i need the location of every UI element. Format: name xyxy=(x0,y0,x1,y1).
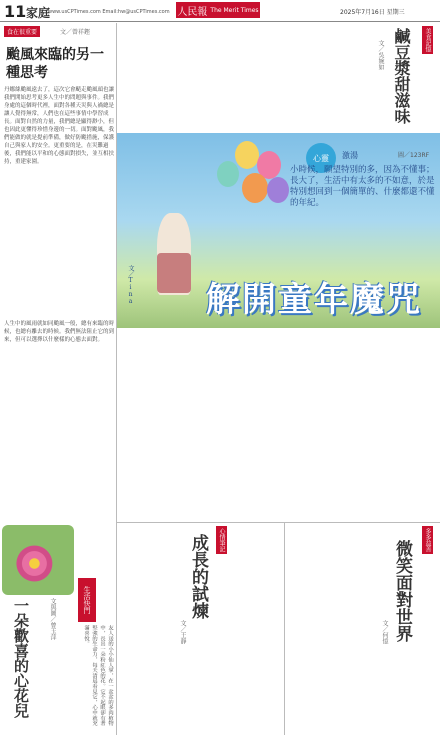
smile-world-title: 微笑面對世界 xyxy=(392,540,412,642)
growth-trial-byline: 文／王靜 xyxy=(179,620,186,644)
website-info: www.usCPTimes.com Email:hw@usCPTimes.com xyxy=(48,9,170,15)
food-article-body xyxy=(122,28,372,130)
food-memory-tag: 美食記憶 xyxy=(424,28,431,52)
logo-cn: 人民報 xyxy=(177,6,208,18)
vertical-divider xyxy=(284,522,285,735)
flower-title: 一朵歡喜的心花兒 xyxy=(12,598,30,718)
smile-world-byline: 文／何憶 xyxy=(381,620,388,644)
horizontal-divider xyxy=(117,522,440,523)
main-feature-byline: 文／Tina xyxy=(127,265,134,305)
photo-credit: 圖／123RF xyxy=(398,152,430,159)
growth-trial-body-right xyxy=(226,530,281,728)
more-good-tag: 多多益善 xyxy=(424,528,431,552)
smile-world-body xyxy=(288,530,376,728)
balloon-yellow xyxy=(235,141,259,169)
life-snapshot-tag: 生活快門 xyxy=(78,578,96,622)
flower-byline: 文與圖／曾玉萍 xyxy=(49,598,56,640)
spirit-badge-label: 激湯 xyxy=(342,151,358,160)
spirit-badge: 心靈 xyxy=(306,143,336,173)
section-title: 家庭 xyxy=(26,6,51,20)
left-article-body: 丹娜絲颱風遠去了，這次它會颳走颱風頭也讓我們開始思考更多人生中的問題與事件。我們身處的這個時代裡，面對各種天災與人禍總是讓人覺得無常，人們也在這些事情中學習成長。面對自然的力量，我們總是顯得渺小，但也因此更懂得珍惜身邊的一切。面對颱風，我們能做的就是提前準備，做好防颱措施，保護自己與家人的安全。更重要的是，在災難過後，我們能以平和的心態面對損失，並互相扶持，重建家園。 xyxy=(4,87,114,165)
main-feature-title: 解開童年魔咒 xyxy=(206,280,422,320)
page-number: 11 xyxy=(4,2,27,21)
food-article-byline: 文／吳婉如 xyxy=(377,40,384,70)
hero-quote: 小時候，願望特別的多，因為不懂事；長大了，生活中有太多的不如意，於是特別想回到一個簡單的、什麼都還不懂的年紀。 xyxy=(290,165,435,208)
balloon-orange xyxy=(242,173,268,203)
growth-trial-title: 成長的試煉 xyxy=(188,534,208,619)
left-article-body-2: 人生中的風雨就如同颱風一般，總有來臨的時候，也總有離去的時候。我們無法阻止它的到來，但可以選擇以什麼樣的心態去面對。 xyxy=(4,321,114,343)
left-byline: 文／曾祥鏗 xyxy=(60,29,91,36)
balloon-purple xyxy=(267,177,289,203)
left-article-title: 颱風來臨的另一種思考 xyxy=(6,47,104,81)
main-feature-body xyxy=(122,332,434,522)
food-article-title: 鹹豆漿甜滋味 xyxy=(392,28,411,124)
column-tag: 食在很重要 xyxy=(4,26,40,37)
newspaper-logo xyxy=(176,2,260,18)
balloon-teal xyxy=(217,161,239,187)
cactus-flower-image xyxy=(2,525,74,595)
growth-trial-body-left xyxy=(122,530,177,728)
issue-date: 2025年7月16日 星期三 xyxy=(340,9,405,16)
flower-text: 友人送的小小仙人掌，在一盆盆的多肉植物中，長出一朵粉紅色的花。它不起眼卻有著堅強的生命力，每天清晨看見它，心中就充滿喜悅。 xyxy=(83,625,113,726)
mood-notes-tag: 心情筆記 xyxy=(218,528,225,552)
girl-skirt xyxy=(157,253,191,293)
logo-en: The Merit Times xyxy=(210,6,259,14)
